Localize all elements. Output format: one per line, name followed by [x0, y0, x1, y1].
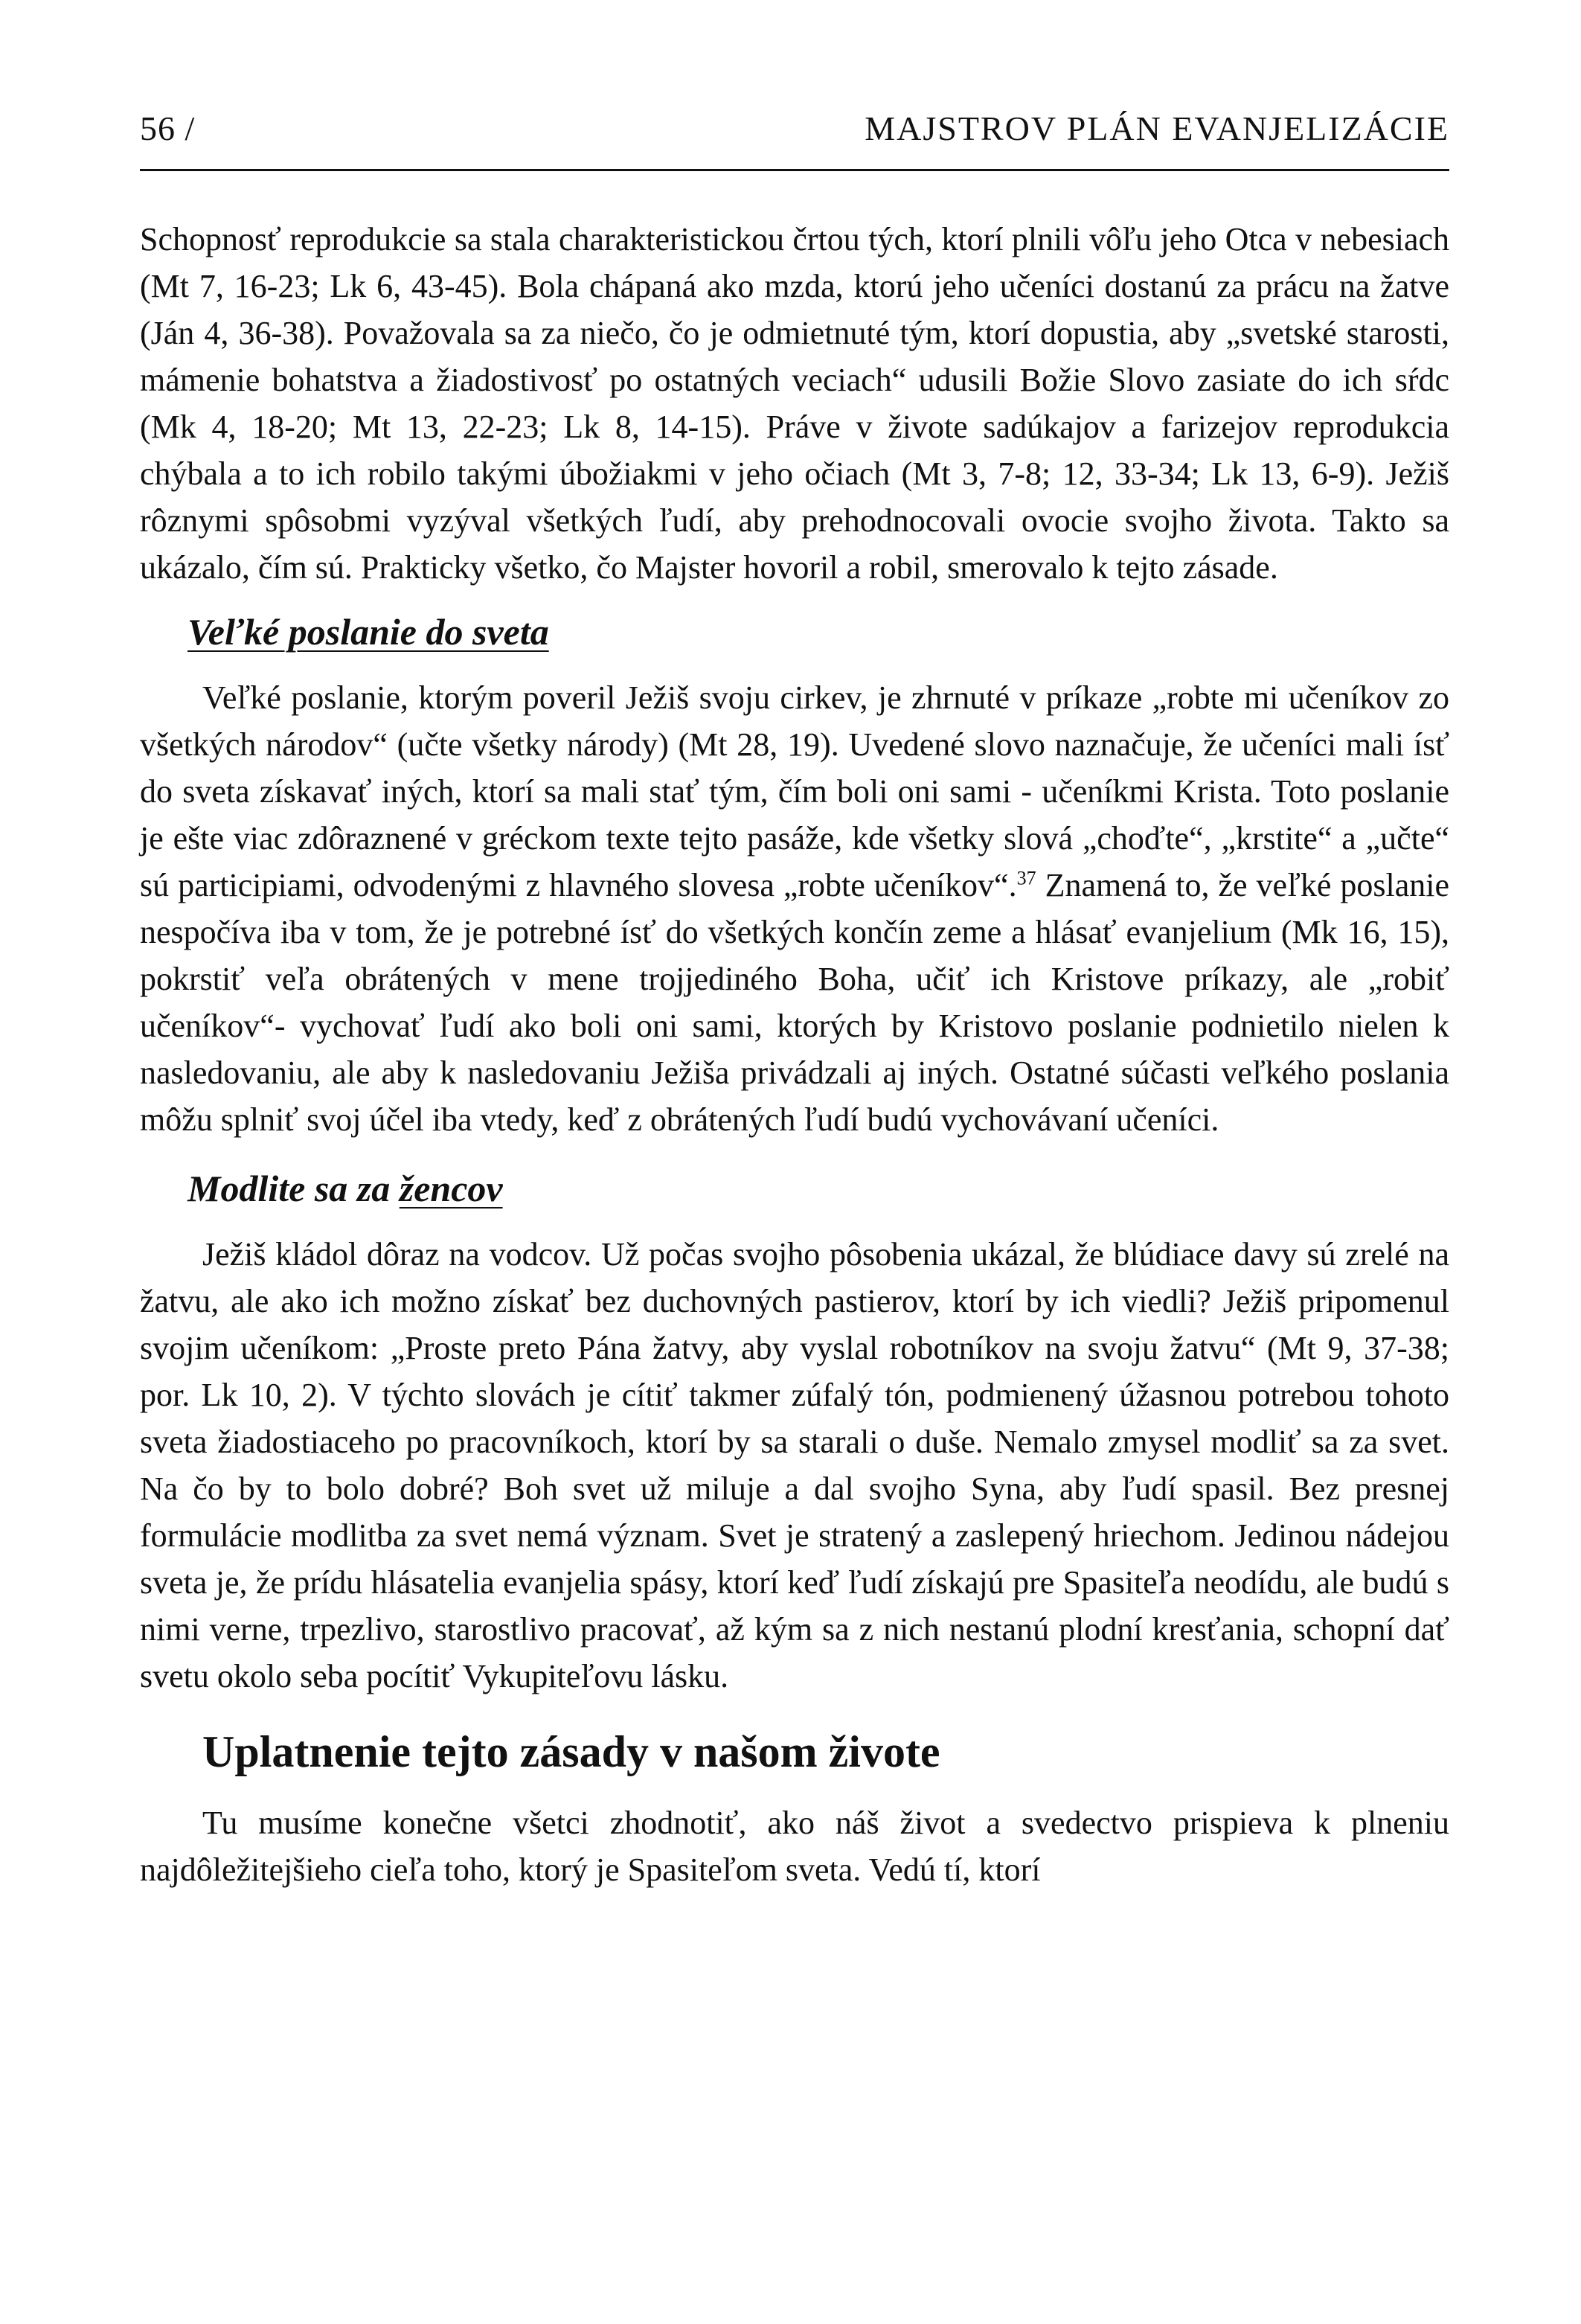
subheading-pray-for-reapers	[187, 1165, 1449, 1211]
paragraph-great-commission-part1: Veľké poslanie, ktorým poveril Ježiš svoju cirkev, je zhrnuté v príkaze „robte mi učeníkov zo všetkých národov“ (učte všetky národy) (Mt 28, 19). Uvedené slovo naznačuje, že učeníci mali ísť do sveta získavať iných, ktorí sa mali stať tým, čím boli oni sami - učeníkmi Krista. Toto poslanie je ešte viac zdôraznené v gréckom texte tejto pasáže, kde všetky slová „choďte“, „krstite“ a „učte“ sú participiami, odvodenými z hlavného slovesa „robte učeníkov“.	[140, 679, 1449, 903]
running-header	[140, 108, 1449, 171]
paragraph-great-commission-part2: Znamená to, že veľké poslanie nespočíva iba v tom, že je potrebné ísť do všetkých končín zeme a hlásať evanjelium (Mk 16, 15), pokrstiť veľa obrátených v mene trojjediného Boha, učiť ich Kristove príkazy, ale „robiť učeníkov“- vychovať ľudí ako boli oni sami, ktorých by Kristovo poslanie podnietilo nielen k nasledovaniu, ale aby k nasledovaniu Ježiša privádzali aj iných. Ostatné súčasti veľkého poslania môžu splniť svoj účel iba vtedy, keď z obrátených ľudí budú vychovávaní učeníci.	[140, 867, 1449, 1138]
footnote-marker: 37	[1016, 867, 1036, 889]
paragraph-pray-for-reapers: Ježiš kládol dôraz na vodcov. Už počas svojho pôsobenia ukázal, že blúdiace davy sú zrelé na žatvu, ale ako ich možno získať bez duchovných pastierov, ktorí by ich viedli? Ježiš pripomenul svojim učeníkom: „Proste preto Pána žatvy, aby vyslal robotníkov na svoju žatvu“ (Mt 9, 37-38; por. Lk 10, 2). V týchto slovách je cítiť takmer zúfalý tón, podmienený úžasnou potrebou tohoto sveta žiadostiaceho po pracovníkoch, ktorí by sa starali o duše. Nemalo zmysel modliť sa za svet. Na čo by to bolo dobré? Boh svet už miluje a dal svojho Syna, aby ľudí spasil. Bez presnej formulácie modlitba za svet nemá význam. Svet je stratený a zaslepený hriechom. Jedinou nádejou sveta je, že prídu hlásatelia evanjelia spásy, ktorí keď ľudí získajú pre Spasiteľa neodídu, ale budú s nimi verne, trpezlivo, starostlivo pracovať, až kým sa z nich nestanú plodní kresťania, schopní dať svetu okolo seba pocítiť Vykupiteľovu lásku.	[140, 1236, 1449, 1694]
book-page	[140, 108, 1449, 1893]
page-number: 56 /	[140, 109, 196, 147]
page-body	[140, 216, 1449, 1893]
paragraph-reproduction: Schopnosť reprodukcie sa stala charakteristickou črtou tých, ktorí plnili vôľu jeho Otca v nebesiach (Mt 7, 16-23; Lk 6, 43-45). Bola chápaná ako mzda, ktorú jeho učeníci dostanú za prácu na žatve (Ján 4, 36-38). Považovala sa za niečo, čo je odmietnuté tým, ktorí dopustia, aby „svetské starosti, mámenie bohatstva a žiadostivosť po ostatných veciach“ udusili Božie Slovo zasiate do ich sŕdc (Mk 4, 18-20; Mt 13, 22-23; Lk 8, 14-15). Práve v živote sadúkajov a farizejov reprodukcia chýbala a to ich robilo takými úbožiakmi v jeho očiach (Mt 3, 7-8; 12, 33-34; Lk 13, 6-9). Ježiš rôznymi spôsobmi vyzýval všetkých ľudí, aby prehodnocovali ovocie svojho života. Takto sa ukázalo, čím sú. Prakticky všetko, čo Majster hovoril a robil, smerovalo k tejto zásade.	[140, 221, 1449, 586]
paragraph-application: Tu musíme konečne všetci zhodnotiť, ako náš život a svedectvo prispieva k plneniu najdôležitejšieho cieľa toho, ktorý je Spasiteľom sveta. Vedú tí, ktorí	[140, 1805, 1449, 1888]
subheading-pray-for-reapers-part2: žencov	[399, 1168, 503, 1209]
subheading-great-commission: Veľké poslanie do sveta	[187, 611, 549, 653]
subheading-pray-for-reapers-part1: Modlite sa za	[187, 1168, 391, 1209]
section-heading-application: Uplatnenie tejto zásady v našom živote	[202, 1727, 940, 1776]
paragraph-great-commission	[140, 674, 1449, 1143]
running-title: MAJSTROV PLÁN EVANJELIZÁCIE	[865, 109, 1449, 147]
